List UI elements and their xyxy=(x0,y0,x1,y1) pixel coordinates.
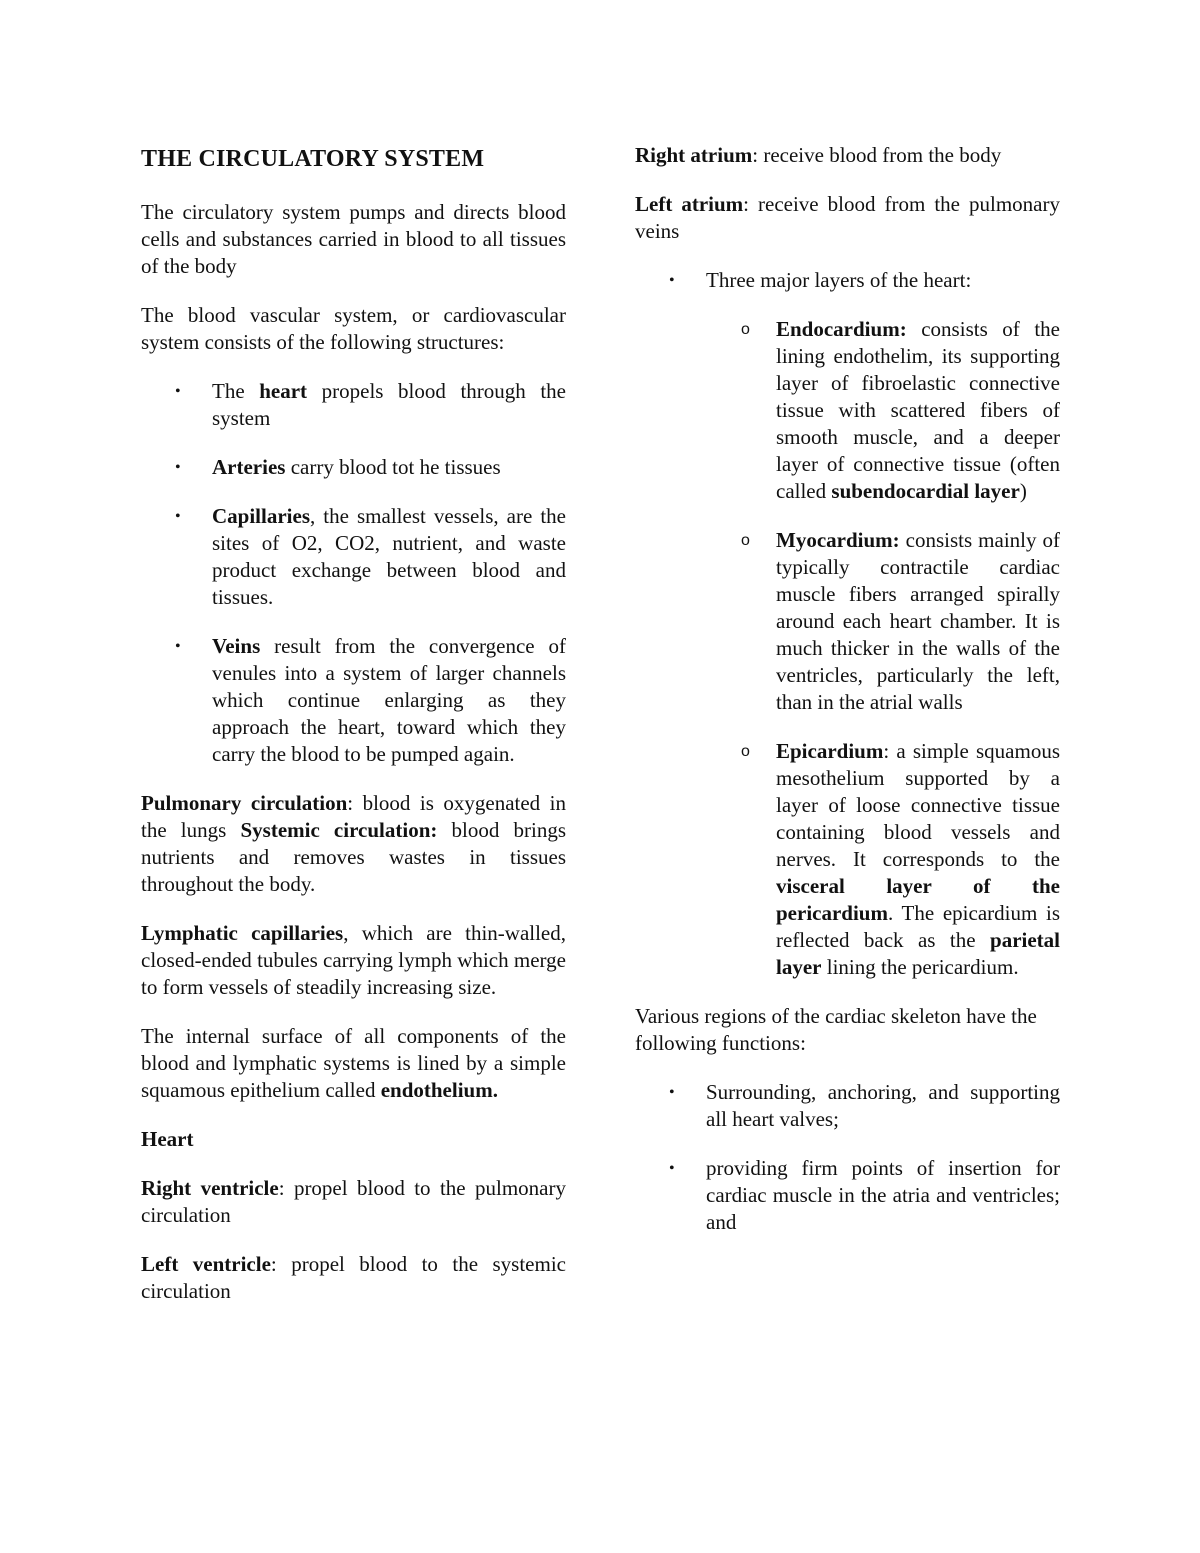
bullet-icon: • xyxy=(175,638,181,655)
term: subendocardial layer xyxy=(831,479,1020,503)
term: Pulmonary circulation xyxy=(141,791,348,815)
bullet-icon: • xyxy=(175,508,181,525)
intro-paragraph: The circulatory system pumps and directs blood cells and substances carried in blood to all tissues of the body xyxy=(141,200,566,278)
term: visceral layer of the pericardium xyxy=(776,874,1060,925)
sub-bullet-icon: o xyxy=(741,743,750,760)
term: Epicardium xyxy=(776,739,884,763)
chamber-paragraph: Left atrium: receive blood from the pulmonary veins xyxy=(635,192,1060,243)
term: Endocardium: xyxy=(776,317,907,341)
term: Left ventricle xyxy=(141,1252,271,1276)
bullet-icon: • xyxy=(175,383,181,400)
list-item: • Three major layers of the heart: xyxy=(669,268,972,292)
chamber-paragraph: Right atrium: receive blood from the body xyxy=(635,143,1002,167)
list-item: • Surrounding, anchoring, and supporting all heart valves; xyxy=(669,1080,1060,1131)
term: Right ventricle xyxy=(141,1176,279,1200)
term: Myocardium: xyxy=(776,528,900,552)
chamber-paragraph: Left ventricle: propel blood to the systemic circulation xyxy=(141,1252,566,1303)
page-title: THE CIRCULATORY SYSTEM xyxy=(141,146,485,172)
bullet-icon: • xyxy=(669,1160,675,1177)
term: Capillaries xyxy=(212,504,310,528)
sub-bullet-icon: o xyxy=(741,321,750,338)
term: Left atrium xyxy=(635,192,744,216)
chamber-paragraph: Right ventricle: propel blood to the pulmonary circulation xyxy=(141,1176,566,1227)
list-item: • Capillaries, the smallest vessels, are the sites of O2, CO2, nutrient, and waste product exchange between blood and tissues. xyxy=(175,504,566,609)
term: parietal layer xyxy=(776,928,1060,979)
internal-surface-paragraph: The internal surface of all components of the blood and lymphatic systems is lined by a simple squamous epithelium called endothelium. xyxy=(141,1024,566,1102)
term: Lymphatic capillaries xyxy=(141,921,344,945)
list-item: o Epicardium: a simple squamous mesothelium supported by a layer of loose connective tissue containing blood vessels and nerves. It corresponds to the visceral layer of the pericardium. The epicardium is reflected back as the parietal layer lining the pericardium. xyxy=(741,739,1060,979)
list-item: o Endocardium: consists of the lining endothelim, its supporting layer of fibroelastic connective tissue with scattered fibers of smooth muscle, and a deeper layer of connective tissue (often called subendocardial layer) xyxy=(741,317,1060,503)
heart-layers-sublist xyxy=(635,316,1060,981)
term: heart xyxy=(259,379,308,403)
bullet-icon: • xyxy=(669,1084,675,1101)
list-item: • providing firm points of insertion for cardiac muscle in the atria and ventricles; and xyxy=(669,1156,1060,1234)
lymphatic-paragraph: Lymphatic capillaries, which are thin-walled, closed-ended tubules carrying lymph which merge to form vessels of steadily increasing size. xyxy=(141,921,567,999)
structures-list xyxy=(141,378,566,768)
list-item: • Arteries carry blood tot he tissues xyxy=(175,455,501,479)
term: Systemic circulation: xyxy=(240,818,438,842)
term: Right atrium xyxy=(635,143,753,167)
vascular-intro-paragraph: The blood vascular system, or cardiovascular system consists of the following structures: xyxy=(141,303,566,354)
list-item: • Veins result from the convergence of venules into a system of larger channels which continue enlarging as they approach the heart, toward which they carry the blood to be pumped again. xyxy=(175,634,566,766)
circulation-paragraph: Pulmonary circulation: blood is oxygenated in the lungs Systemic circulation: blood brings nutrients and removes wastes in tissues throughout the body. xyxy=(141,791,567,896)
list-item: o Myocardium: consists mainly of typically contractile cardiac muscle fibers arranged spirally around each heart chamber. It is much thicker in the walls of the ventricles, particularly the left, than in the atrial walls xyxy=(741,528,1060,714)
layers-list xyxy=(635,267,1060,294)
left-column xyxy=(141,142,566,1327)
skeleton-intro-paragraph: Various regions of the cardiac skeleton have the following functions: xyxy=(635,1004,1037,1055)
skeleton-functions-list xyxy=(635,1079,1060,1236)
list-item: • The heart propels blood through the system xyxy=(175,379,567,430)
bullet-icon: • xyxy=(669,272,675,289)
sub-bullet-icon: o xyxy=(741,532,750,549)
right-column xyxy=(635,142,1060,1258)
bullet-icon: • xyxy=(175,459,181,476)
section-heading: Heart xyxy=(141,1127,194,1151)
term: Arteries xyxy=(212,455,286,479)
term: endothelium. xyxy=(380,1078,498,1102)
term: Veins xyxy=(212,634,261,658)
